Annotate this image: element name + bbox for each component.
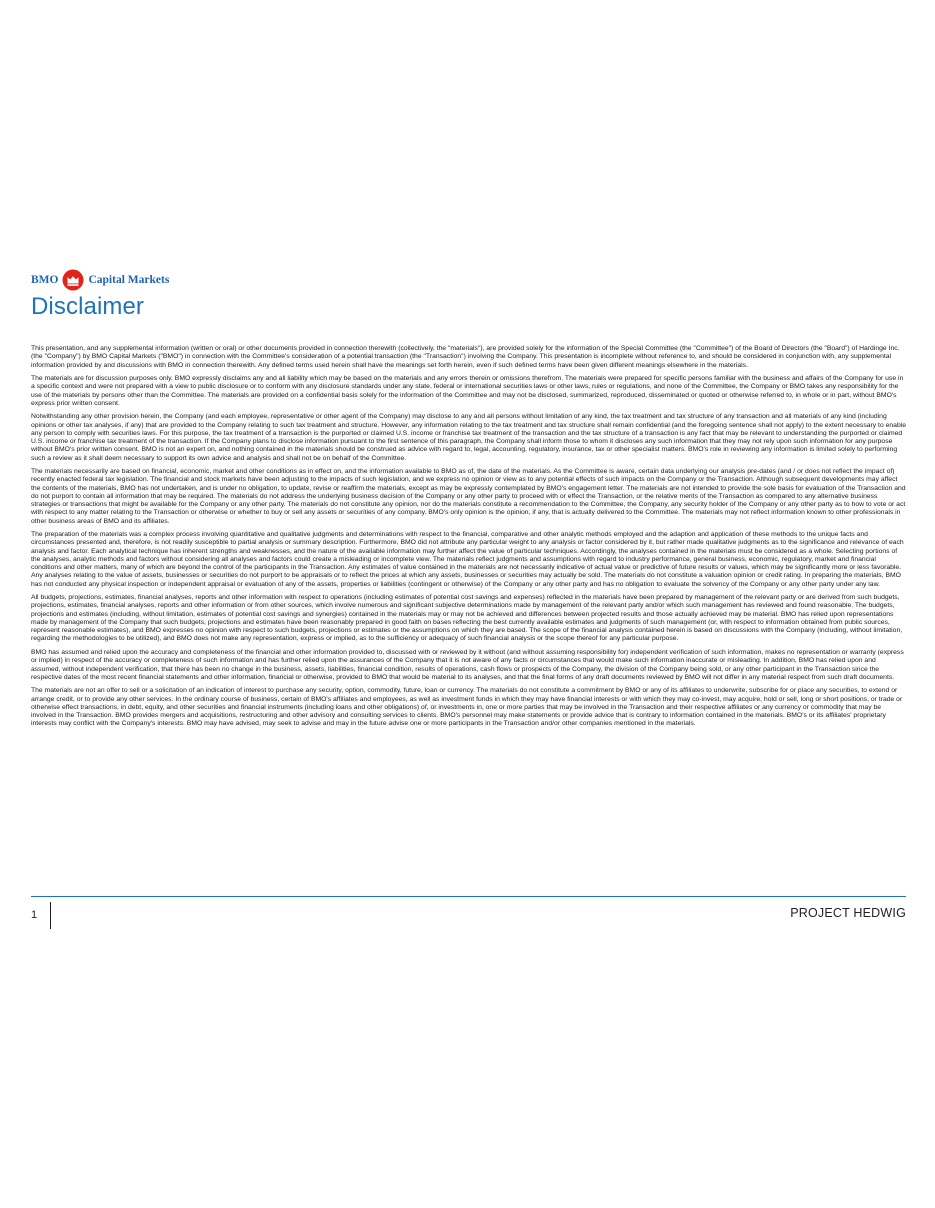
disclaimer-paragraph: This presentation, and any supplemental information (written or oral) or other documents provided in connection therewith (collectively, the "materials"), are provided solely for the information of the Special Committee (the "Committee") of the Board of Directors (the "Board") of Hardinge Inc. (the "Company") by BMO Capital Markets ("BMO") in connection with the Committee's consideration of a potential transaction (the "Transaction") involving the Company. This presentation is incomplete without reference to, and should be considered in conjunction with, any supplemental information provided by and discussions with BMO in connection therewith. Any defined terms used herein shall have the meanings set forth herein, even if such defined terms have been given different meanings elsewhere in the materials.	[31, 345, 900, 369]
disclaimer-paragraph: The materials are not an offer to sell or a solicitation of an indication of interest to purchase any security, option, commodity, future, loan or currency. The materials do not constitute a commitment by BMO or any of its affiliates to underwrite, subscribe for or place any securities, to extend or arrange credit, or to provide any other services. In the ordinary course of business, certain of BMO's affiliates and employees, as well as investment funds in which they may have financial interests or with which they may co-invest, may acquire, hold or sell, long or short positions, or trade or otherwise effect transactions, in debt, equity, and other securities and financial instruments (including loans and other obligations) of, or investments in, one or more parties that may be involved in the Transaction and their respective affiliates or any currency or commodity that may be involved in the Transaction. BMO provides mergers and acquisitions, restructuring and other advisory and consulting services to clients. BMO's personnel may make statements or provide advice that is contrary to information contained in the materials. BMO's or its affiliates' proprietary interests may conflict with the Company's interests. BMO may have advised, may seek to advise and may in the future advise one or more participants in the Transaction and/or other companies mentioned in the materials.	[31, 687, 903, 728]
disclaimer-paragraph: BMO has assumed and relied upon the accuracy and completeness of the financial and other information provided to, discussed with or reviewed by it without (and without assuming responsibility for) independent verification of such information, makes no representation or warranty (express or implied) in respect of the accuracy or completeness of such information and has further relied upon the assurances of the Company that it is not aware of any facts or circumstances that would make such information inaccurate or misleading. In addition, BMO has relied upon and assumed, without independent verification, that there has been no change in the business, assets, liabilities, financial condition, results of operations, cash flows or prospects of the Company, the division of the Company being sold, or any other participant in the Transaction since the respective dates of the most recent financial statements and other information, financial or otherwise, provided to BMO that would be material to its analyses, and that the final forms of any draft documents reviewed by BMO will not differ in any material respect from such draft documents.	[31, 649, 904, 681]
page-title: Disclaimer	[31, 293, 145, 320]
bmo-roundel-icon	[62, 269, 84, 291]
bmo-capital-markets-logo	[31, 268, 169, 292]
logo-suffix: Capital Markets	[88, 274, 170, 286]
page-number: 1	[31, 909, 38, 921]
disclaimer-paragraph: All budgets, projections, estimates, financial analyses, reports and other information with respect to operations (including estimates of potential cost savings and expenses) reflected in the materials have been prepared by management of the relevant party or are derived from such budgets, projections, estimates, financial analyses, reports and other information or from other sources, which involve numerous and significant subjective determinations made by management of the relevant party and/or which such management has reviewed and found reasonable. The budgets, projections and estimates (including, without limitation, estimates of potential cost savings and synergies) contained in the materials may or may not be achieved and differences between projected results and those actually achieved may be material. BMO has relied upon representations made by management of the Company that such budgets, projections and estimates have been reasonably prepared in good faith on bases reflecting the best currently available estimates and judgments of such management (or, with respect to information obtained from public sources, represent reasonable estimates), and BMO expresses no opinion with respect to such budgets, projections or estimates or the assumptions on which they are based. The scope of the financial analysis contained herein is based on discussions with the Company (including, without limitation, regarding the methodologies to be utilized), and BMO does not make any representation, express or implied, as to the sufficiency or adequacy of such financial analysis or the scope thereof for any particular purpose.	[31, 594, 903, 643]
disclaimer-paragraph: The materials are for discussion purposes only. BMO expressly disclaims any and all liability which may be based on the materials and any errors therein or omissions therefrom. The materials were prepared for specific persons familiar with the business and affairs of the Company for use in a specific context and were not prepared with a view to public disclosure or to conform with any disclosure standards under any state, federal or international securities laws or other laws, rules or regulations, and none of the Committee, the Company or BMO takes any responsibility for the use of the materials by persons other than the Committee. The materials are provided on a confidential basis solely for the information of the Committee and may not be disclosed, summarized, reproduced, disseminated or quoted or otherwise referred to, in whole or in part, without BMO's express prior written consent.	[31, 375, 904, 407]
disclaimer-paragraph: The materials necessarily are based on financial, economic, market and other conditions as in effect on, and the information available to BMO as of, the date of the materials. As the Committee is aware, certain data underlying our analysis pre-dates (and / or does not reflect the impact of) recently enacted federal tax legislation. The financial and stock markets have been adjusting to the impacts of such legislation, and we express no opinion or view as to any potential effects of such impacts on the Company or the Transaction. Although subsequent developments may affect the contents of the materials, BMO has not undertaken, and is under no obligation, to update, revise or reaffirm the materials, except as may be expressly contemplated by BMO's engagement letter. The materials are not intended to provide the sole basis for evaluation of the Transaction and do not purport to contain all information that may be required. The materials do not address the underlying business decision of the Company or any other party to proceed with or effect the Transaction, or the relative merits of the Transaction as compared to any alternative business strategies or transactions that might be available for the Company or any other party. The materials do not constitute any opinion, nor do the materials constitute a recommendation to the Committee, the Company, any security holder of the Company or any other party as to how to vote or act with respect to any matter relating to the Transaction or otherwise or whether to buy or sell any assets or securities of any company. BMO's only opinion is the opinion, if any, that is actually delivered to the Committee. The materials may not reflect information known to other professionals in other business areas of BMO and its affiliates.	[31, 468, 906, 525]
logo-prefix: BMO	[31, 274, 59, 286]
project-name: PROJECT HEDWIG	[790, 906, 906, 920]
footer-divider-line	[31, 896, 906, 897]
disclaimer-paragraph: The preparation of the materials was a complex process involving quantitative and qualitative judgments and determinations with respect to the financial, comparative and other analytic methods employed and the adaption and application of these methods to the unique facts and circumstances presented and, therefore, is not readily susceptible to partial analysis or summary description. Furthermore, BMO did not attribute any particular weight to any analysis or factor considered by it, but rather made qualitative judgments as to the significance and relevance of each analysis and factor. Each analytical technique has inherent strengths and weaknesses, and the nature of the available information may further affect the value of particular techniques. Accordingly, the analyses contained in the materials must be considered as a whole. Selecting portions of the analyses, analytic methods and factors without considering all analyses and factors could create a misleading or incomplete view. The materials reflect judgments and assumptions with regard to industry performance, general business, economic, regulatory, market and financial conditions and other matters, many of which are beyond the control of the participants in the Transaction. Any estimates of value contained in the materials are not necessarily indicative of actual value or predictive of future results or values, which may be significantly more or less favorable. Any analyses relating to the value of assets, businesses or securities do not purport to be appraisals or to reflect the prices at which any assets, businesses or securities may actually be sold. The materials do not constitute a valuation opinion or credit rating. In preparing the materials, BMO has not conducted any physical inspection or independent appraisal or evaluation of any of the assets, properties or liabilities (contingent or otherwise) of the Company or any other party and has no obligation to evaluate the solvency of the Company or any other party under any law.	[31, 531, 904, 588]
disclaimer-paragraph: Notwithstanding any other provision herein, the Company (and each employee, representative or other agent of the Company) may disclose to any and all persons without limitation of any kind, the tax treatment and tax structure of any transaction and all materials of any kind (including opinions or other tax analyses, if any) that are provided to the Company relating to such tax treatment and structure. However, any information relating to the tax treatment and tax structure shall remain confidential (and the foregoing sentence shall not apply) to the extent necessary to enable any person to comply with securities laws. For this purpose, the tax treatment of a transaction is the purported or claimed U.S. income or franchise tax treatment of the transaction and the tax structure of a transaction is any fact that may be relevant to understanding the purported or claimed U.S. income or franchise tax treatment of the transaction. If the Company plans to disclose information pursuant to the first sentence of this paragraph, the Company shall inform those to whom it discloses any such information that they may not rely upon such information for any purpose without BMO's prior written consent. BMO is not an expert on, and nothing contained in the materials should be construed as advice with regard to, legal, accounting, regulatory, insurance, tax or other specialist matters. BMO's role in reviewing any information is limited solely to performing such a review as it shall deem necessary to support its own advice and analysis and shall not be on behalf of the Committee.	[31, 413, 907, 462]
disclaimer-body	[31, 345, 907, 734]
footer-vertical-divider	[50, 902, 51, 929]
